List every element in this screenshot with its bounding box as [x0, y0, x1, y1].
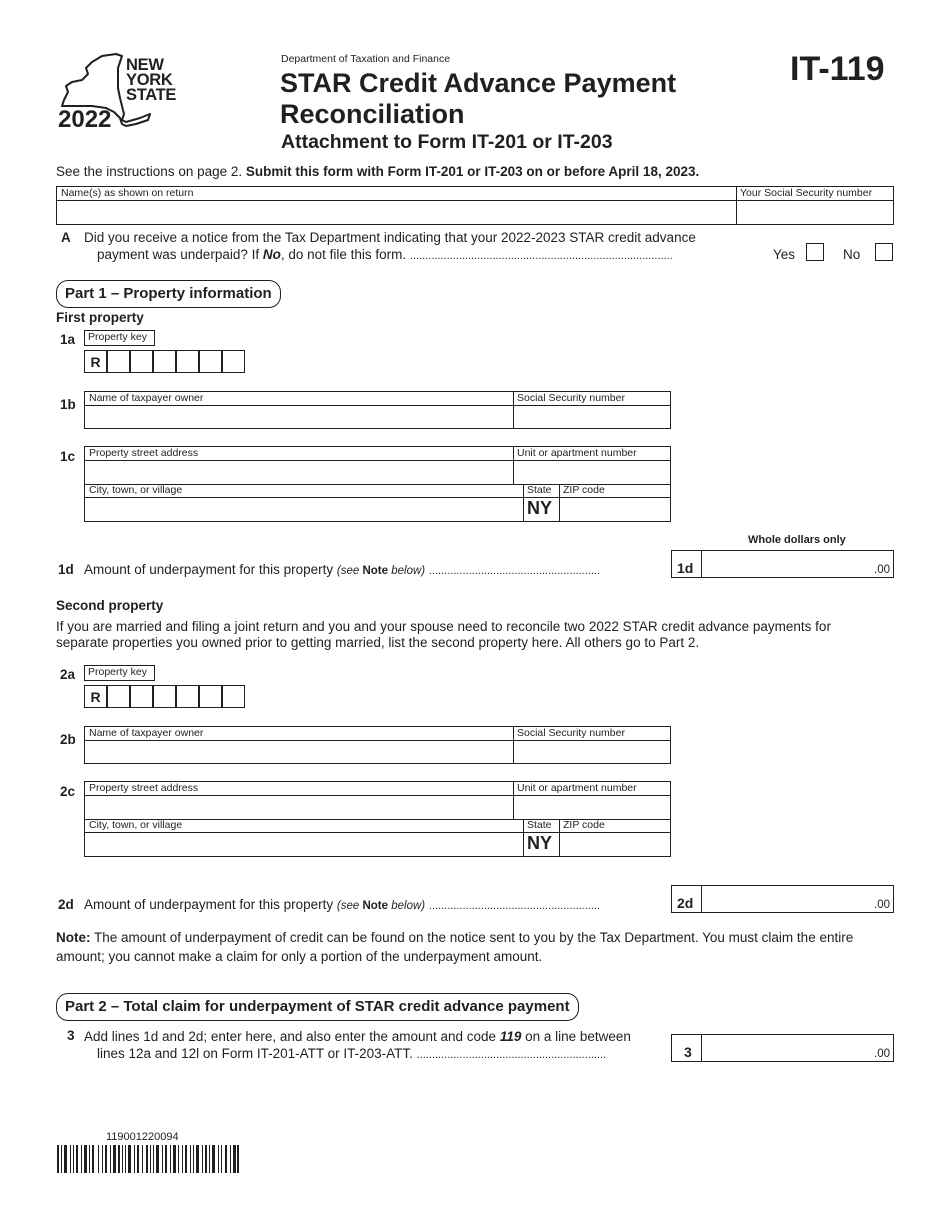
yes-checkbox[interactable]: [806, 243, 824, 261]
amount-box-3: [671, 1034, 894, 1062]
property-key-2: [84, 685, 246, 708]
owner-name-input-2[interactable]: [87, 742, 511, 762]
owner-name-input-1[interactable]: [87, 407, 511, 427]
line-1c-label: 1c: [60, 449, 76, 464]
part2-heading: Part 2 – Total claim for underpayment of STAR credit advance payment: [56, 993, 579, 1021]
taxpayer-info-box: [56, 186, 894, 225]
ssn-input[interactable]: [739, 202, 891, 223]
ssn-label: Your Social Security number: [740, 187, 873, 199]
address-box-1: Property street address Unit or apartment number City, town, or village State ZIP code NY: [84, 446, 671, 522]
property-key-cell[interactable]: [199, 685, 222, 708]
property-key-cell[interactable]: [130, 350, 153, 373]
line-1d-text: Amount of underpayment for this property (see Note below) ........................................................: [84, 562, 601, 577]
street-input-2[interactable]: [87, 797, 511, 818]
amount-input-1d[interactable]: [704, 553, 864, 576]
owner-ssn-input-1[interactable]: [516, 407, 668, 427]
zip-input-1[interactable]: [562, 499, 668, 520]
amount-input-3[interactable]: [704, 1037, 864, 1060]
form-title: [280, 68, 676, 130]
cents-3: .00: [874, 1048, 890, 1060]
line-2a-label: 2a: [60, 667, 76, 682]
amount-box-2d-label: 2d: [672, 886, 702, 912]
zip-input-2[interactable]: [562, 834, 668, 855]
ny-state-logo: [56, 52, 186, 132]
property-key-prefix: R: [84, 350, 107, 373]
property-key-cell[interactable]: [199, 350, 222, 373]
line-2b-label: 2b: [60, 732, 76, 747]
question-a-letter: A: [61, 230, 71, 245]
amount-box-1d-label: 1d: [672, 551, 702, 577]
amount-box-1d: [671, 550, 894, 578]
property-key-cell[interactable]: [222, 685, 245, 708]
line-3-number: 3: [67, 1028, 75, 1043]
form-title-line2: Reconciliation: [280, 99, 465, 129]
property-key-cell[interactable]: [153, 685, 176, 708]
property-key-cell[interactable]: [107, 350, 130, 373]
unit-input-2[interactable]: [516, 797, 668, 818]
property-key-prefix: R: [84, 685, 107, 708]
property-key-cell[interactable]: [107, 685, 130, 708]
city-input-2[interactable]: [87, 834, 521, 855]
logo-line-state: STATE: [126, 86, 177, 104]
whole-dollars-label: Whole dollars only: [748, 534, 846, 546]
state-value-2: NY: [527, 833, 553, 853]
owner-box-1: Name of taxpayer owner Social Security number: [84, 391, 671, 429]
instructions-bold: Submit this form with Form IT-201 or IT-203 on or before April 18, 2023.: [245, 164, 700, 179]
line-2d-text: Amount of underpayment for this property (see Note below) ........................................................: [84, 897, 601, 912]
no-label: No: [843, 247, 861, 262]
line-2d-label: 2d: [58, 897, 74, 912]
line-1d-label: 1d: [58, 562, 74, 577]
instructions-text: [56, 164, 699, 179]
owner-ssn-input-2[interactable]: [516, 742, 668, 762]
property-key-cell[interactable]: [176, 685, 199, 708]
line-1b-label: 1b: [60, 397, 76, 412]
city-input-1[interactable]: [87, 499, 521, 520]
note-text: Note: The amount of underpayment of credit can be found on the notice sent to you by the Tax Department. You must claim the entire amount; you cannot make a claim for only a portion of the underpayment amount.: [56, 930, 854, 964]
second-property-description-line2: separate properties you owned prior to getting married, list the second property here. All others go to Part 2.: [56, 635, 700, 650]
note-label: Note:: [56, 930, 91, 945]
unit-input-1[interactable]: [516, 462, 668, 483]
state-value-1: NY: [527, 498, 553, 518]
cents-1d: .00: [874, 564, 890, 576]
line-1a-label: 1a: [60, 332, 76, 347]
second-property-description-line1: If you are married and filing a joint return and you and your spouse need to reconcile two 2022 STAR credit advance payments for: [56, 619, 831, 634]
form-number: IT-119: [790, 50, 885, 88]
logo-line-new: NEW: [126, 56, 164, 74]
property-key-cell[interactable]: [176, 350, 199, 373]
form-subtitle: Attachment to Form IT-201 or IT-203: [281, 131, 613, 153]
second-property-heading: Second property: [56, 598, 164, 613]
first-property-heading: First property: [56, 310, 144, 325]
yes-label: Yes: [773, 247, 796, 262]
line-2c-label: 2c: [60, 784, 76, 799]
cents-2d: .00: [874, 899, 890, 911]
logo-year: 2022: [58, 106, 112, 133]
logo-line-york: YORK: [126, 71, 173, 89]
address-box-2: Property street address Unit or apartment number City, town, or village State ZIP code NY: [84, 781, 671, 857]
no-checkbox[interactable]: [875, 243, 893, 261]
property-key-cell[interactable]: [130, 685, 153, 708]
name-label: Name(s) as shown on return: [61, 187, 194, 199]
amount-input-2d[interactable]: [704, 888, 864, 911]
department-name: Department of Taxation and Finance: [281, 53, 451, 65]
owner-box-2: Name of taxpayer owner Social Security number: [84, 726, 671, 764]
amount-box-3-label: 3: [672, 1035, 702, 1061]
property-key-label-2: Property key: [84, 665, 155, 681]
name-input[interactable]: [59, 202, 734, 223]
property-key-cell[interactable]: [222, 350, 245, 373]
question-a-line1: Did you receive a notice from the Tax Department indicating that your 2022-2023 STAR credit advance: [84, 230, 696, 245]
line-3-text: Add lines 1d and 2d; enter here, and also enter the amount and code 119 on a line between lines 12a and 12l on Form IT-201-ATT or IT-203-ATT. ..............................................................: [84, 1029, 631, 1061]
amount-box-2d: [671, 885, 894, 913]
question-a-line2: payment was underpaid? If No, do not file this form. ......................................................................................: [97, 247, 673, 262]
property-key-cell[interactable]: [153, 350, 176, 373]
instructions-plain: See the instructions on page 2.: [56, 164, 246, 179]
part1-heading: Part 1 – Property information: [56, 280, 281, 308]
barcode-icon: [57, 1145, 239, 1173]
property-key-label-1: Property key: [84, 330, 155, 346]
form-title-line1: STAR Credit Advance Payment: [280, 68, 677, 98]
street-input-1[interactable]: [87, 462, 511, 483]
property-key-1: [84, 350, 246, 373]
barcode-number: 119001220094: [106, 1131, 179, 1143]
